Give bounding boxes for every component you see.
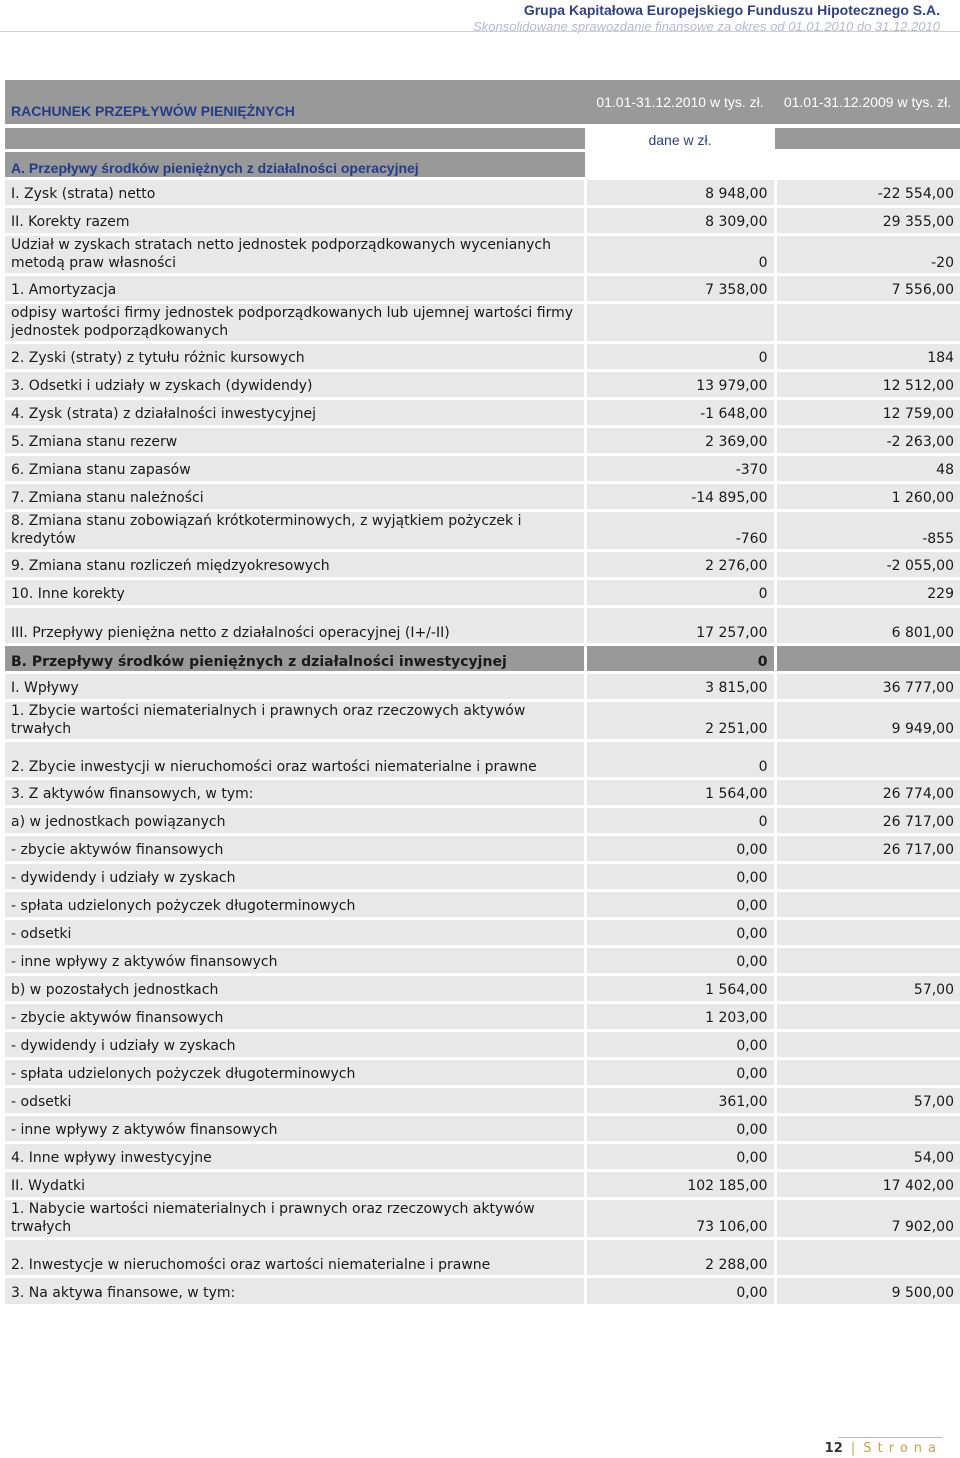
row-label: b) w pozostałych jednostkach: [5, 974, 585, 1002]
table-row: [5, 1142, 960, 1170]
value-current: 0: [585, 234, 775, 274]
value-previous: [775, 302, 960, 342]
value-current: 0: [585, 342, 775, 370]
row-label: 9. Zmiana stanu rozliczeń międzyokresowych: [5, 550, 585, 578]
value-current: 0,00: [585, 1114, 775, 1142]
row-label: 2. Zbycie inwestycji w nieruchomości oraz wartości niematerialne i prawne: [5, 740, 585, 778]
table-row: [5, 1238, 960, 1276]
table-row: [5, 234, 960, 274]
value-previous: 9 949,00: [775, 700, 960, 740]
value-current: 361,00: [585, 1086, 775, 1114]
value-current: 1 203,00: [585, 1002, 775, 1030]
row-label: 5. Zmiana stanu rezerw: [5, 426, 585, 454]
value-previous: 29 355,00: [775, 206, 960, 234]
value-current: 0,00: [585, 1142, 775, 1170]
value-current: [585, 302, 775, 342]
row-label: - dywidendy i udziały w zyskach: [5, 862, 585, 890]
section-a-title: A. Przepływy środków pieniężnych z działalności operacyjnej: [5, 150, 585, 178]
table-row: [5, 454, 960, 482]
table-row: [5, 206, 960, 234]
value-previous: 7 556,00: [775, 274, 960, 302]
row-label: 1. Nabycie wartości niematerialnych i prawnych oraz rzeczowych aktywów trwałych: [5, 1198, 585, 1238]
units-row: [5, 126, 960, 150]
page-number: 12: [824, 1441, 843, 1456]
value-current: 17 257,00: [585, 606, 775, 644]
row-label: - inne wpływy z aktywów finansowych: [5, 1114, 585, 1142]
row-label: - odsetki: [5, 918, 585, 946]
row-label: 3. Z aktywów finansowych, w tym:: [5, 778, 585, 806]
value-current: 2 251,00: [585, 700, 775, 740]
value-previous: [775, 1238, 960, 1276]
row-label: - odsetki: [5, 1086, 585, 1114]
period-previous-header: 01.01-31.12.2009 w tys. zł.: [775, 80, 960, 126]
value-previous: 184: [775, 342, 960, 370]
table-row: [5, 426, 960, 454]
value-previous: [775, 918, 960, 946]
row-label: 1. Zbycie wartości niematerialnych i prawnych oraz rzeczowych aktywów trwałych: [5, 700, 585, 740]
value-previous: 57,00: [775, 1086, 960, 1114]
table-row: [5, 1170, 960, 1198]
value-current: 2 369,00: [585, 426, 775, 454]
value-previous: [775, 1002, 960, 1030]
table-row: [5, 1058, 960, 1086]
table-row: [5, 482, 960, 510]
section-a-header: [5, 150, 960, 178]
table-row: [5, 890, 960, 918]
report-subtitle: Skonsolidowane sprawozdanie finansowe za okres od 01.01.2010 do 31.12.2010: [473, 19, 940, 34]
value-current: -14 895,00: [585, 482, 775, 510]
value-previous: 26 774,00: [775, 778, 960, 806]
value-previous: 12 759,00: [775, 398, 960, 426]
value-previous: 9 500,00: [775, 1276, 960, 1304]
table-row: [5, 1276, 960, 1304]
table-row: [5, 672, 960, 700]
value-previous: 6 801,00: [775, 606, 960, 644]
value-current: -760: [585, 510, 775, 550]
row-label: odpisy wartości firmy jednostek podporządkowanych lub ujemnej wartości firmy jednostek podporządkowanych: [5, 302, 585, 342]
value-previous: -2 055,00: [775, 550, 960, 578]
value-current: 0: [585, 806, 775, 834]
footer-separator: |: [850, 1441, 856, 1456]
row-label: 10. Inne korekty: [5, 578, 585, 606]
row-label: - zbycie aktywów finansowych: [5, 834, 585, 862]
table-row: [5, 550, 960, 578]
table-row: [5, 700, 960, 740]
value-previous: [775, 1030, 960, 1058]
table-row: [5, 1030, 960, 1058]
period-current-header: 01.01-31.12.2010 w tys. zł.: [585, 80, 775, 126]
row-label: III. Przepływy pieniężna netto z działalności operacyjnej (I+/-II): [5, 606, 585, 644]
table-row: [5, 342, 960, 370]
company-name: Grupa Kapitałowa Europejskiego Funduszu Hipotecznego S.A.: [523, 2, 940, 18]
value-previous: 1 260,00: [775, 482, 960, 510]
table-row: [5, 946, 960, 974]
table-title: RACHUNEK PRZEPŁYWÓW PIENIĘŻNYCH: [5, 80, 585, 126]
value-previous: 7 902,00: [775, 1198, 960, 1238]
row-label: 7. Zmiana stanu należności: [5, 482, 585, 510]
value-current: 0,00: [585, 1276, 775, 1304]
table-row: [5, 274, 960, 302]
row-label: II. Korekty razem: [5, 206, 585, 234]
table-row: [5, 862, 960, 890]
value-current: 0: [585, 578, 775, 606]
value-current: 3 815,00: [585, 672, 775, 700]
table-row: [5, 398, 960, 426]
value-previous: [775, 890, 960, 918]
value-previous: 229: [775, 578, 960, 606]
value-previous: [775, 740, 960, 778]
value-previous: 12 512,00: [775, 370, 960, 398]
row-label: 6. Zmiana stanu zapasów: [5, 454, 585, 482]
table-row: [5, 606, 960, 644]
value-current: 2 288,00: [585, 1238, 775, 1276]
value-current: 0,00: [585, 1030, 775, 1058]
value-current: 2 276,00: [585, 550, 775, 578]
value-current: 0,00: [585, 918, 775, 946]
units-label: dane w zł.: [585, 126, 775, 150]
value-current: 0: [585, 740, 775, 778]
value-current: -1 648,00: [585, 398, 775, 426]
row-label: I. Wpływy: [5, 672, 585, 700]
table-row: [5, 1198, 960, 1238]
value-current: 8 948,00: [585, 178, 775, 206]
row-label: - spłata udzielonych pożyczek długoterminowych: [5, 1058, 585, 1086]
row-label: I. Zysk (strata) netto: [5, 178, 585, 206]
row-label: 8. Zmiana stanu zobowiązań krótkoterminowych, z wyjątkiem pożyczek i kredytów: [5, 510, 585, 550]
value-current: 0,00: [585, 890, 775, 918]
row-label: - spłata udzielonych pożyczek długoterminowych: [5, 890, 585, 918]
value-previous: -20: [775, 234, 960, 274]
table-row: [5, 370, 960, 398]
value-current: 7 358,00: [585, 274, 775, 302]
table-row: [5, 578, 960, 606]
page-word: Strona: [863, 1441, 942, 1456]
table-row: [5, 918, 960, 946]
value-current: 1 564,00: [585, 778, 775, 806]
table-row: [5, 1002, 960, 1030]
value-previous: [775, 1114, 960, 1142]
value-previous: 54,00: [775, 1142, 960, 1170]
value-previous: -22 554,00: [775, 178, 960, 206]
value-previous: [775, 1058, 960, 1086]
row-label: 4. Zysk (strata) z działalności inwestycyjnej: [5, 398, 585, 426]
value-current: 0: [585, 644, 775, 672]
value-current: 1 564,00: [585, 974, 775, 1002]
table-row: [5, 740, 960, 778]
value-previous: 26 717,00: [775, 834, 960, 862]
row-label: B. Przepływy środków pieniężnych z działalności inwestycyjnej: [5, 644, 585, 672]
table-row: [5, 1086, 960, 1114]
table-row: [5, 974, 960, 1002]
table-row: [5, 178, 960, 206]
row-label: 3. Na aktywa finansowe, w tym:: [5, 1276, 585, 1304]
table-row: [5, 834, 960, 862]
value-current: -370: [585, 454, 775, 482]
header-divider: [0, 31, 960, 32]
value-previous: 57,00: [775, 974, 960, 1002]
value-current: 102 185,00: [585, 1170, 775, 1198]
table-row: [5, 1114, 960, 1142]
table-row: [5, 302, 960, 342]
value-previous: 48: [775, 454, 960, 482]
value-current: 73 106,00: [585, 1198, 775, 1238]
value-previous: [775, 644, 960, 672]
value-previous: 26 717,00: [775, 806, 960, 834]
value-current: 8 309,00: [585, 206, 775, 234]
table-row: [5, 510, 960, 550]
row-label: - zbycie aktywów finansowych: [5, 1002, 585, 1030]
value-previous: [775, 946, 960, 974]
value-current: 0,00: [585, 946, 775, 974]
row-label: 1. Amortyzacja: [5, 274, 585, 302]
row-label: - dywidendy i udziały w zyskach: [5, 1030, 585, 1058]
row-label: 2. Inwestycje w nieruchomości oraz wartości niematerialne i prawne: [5, 1238, 585, 1276]
value-previous: [775, 862, 960, 890]
value-previous: -855: [775, 510, 960, 550]
table-row: [5, 644, 960, 672]
table-header-row: [5, 80, 960, 126]
row-label: 4. Inne wpływy inwestycyjne: [5, 1142, 585, 1170]
page-footer: [825, 1441, 942, 1456]
value-previous: -2 263,00: [775, 426, 960, 454]
table-row: [5, 806, 960, 834]
value-current: 13 979,00: [585, 370, 775, 398]
footer-divider: [838, 1437, 942, 1438]
value-previous: 36 777,00: [775, 672, 960, 700]
table-row: [5, 778, 960, 806]
value-current: 0,00: [585, 862, 775, 890]
row-label: 3. Odsetki i udziały w zyskach (dywidendy): [5, 370, 585, 398]
row-label: II. Wydatki: [5, 1170, 585, 1198]
row-label: a) w jednostkach powiązanych: [5, 806, 585, 834]
row-label: - inne wpływy z aktywów finansowych: [5, 946, 585, 974]
value-current: 0,00: [585, 834, 775, 862]
row-label: 2. Zyski (straty) z tytułu różnic kursowych: [5, 342, 585, 370]
row-label: Udział w zyskach stratach netto jednostek podporządkowanych wycenianych metodą praw własności: [5, 234, 585, 274]
cash-flow-table: [5, 80, 960, 1304]
value-current: 0,00: [585, 1058, 775, 1086]
value-previous: 17 402,00: [775, 1170, 960, 1198]
